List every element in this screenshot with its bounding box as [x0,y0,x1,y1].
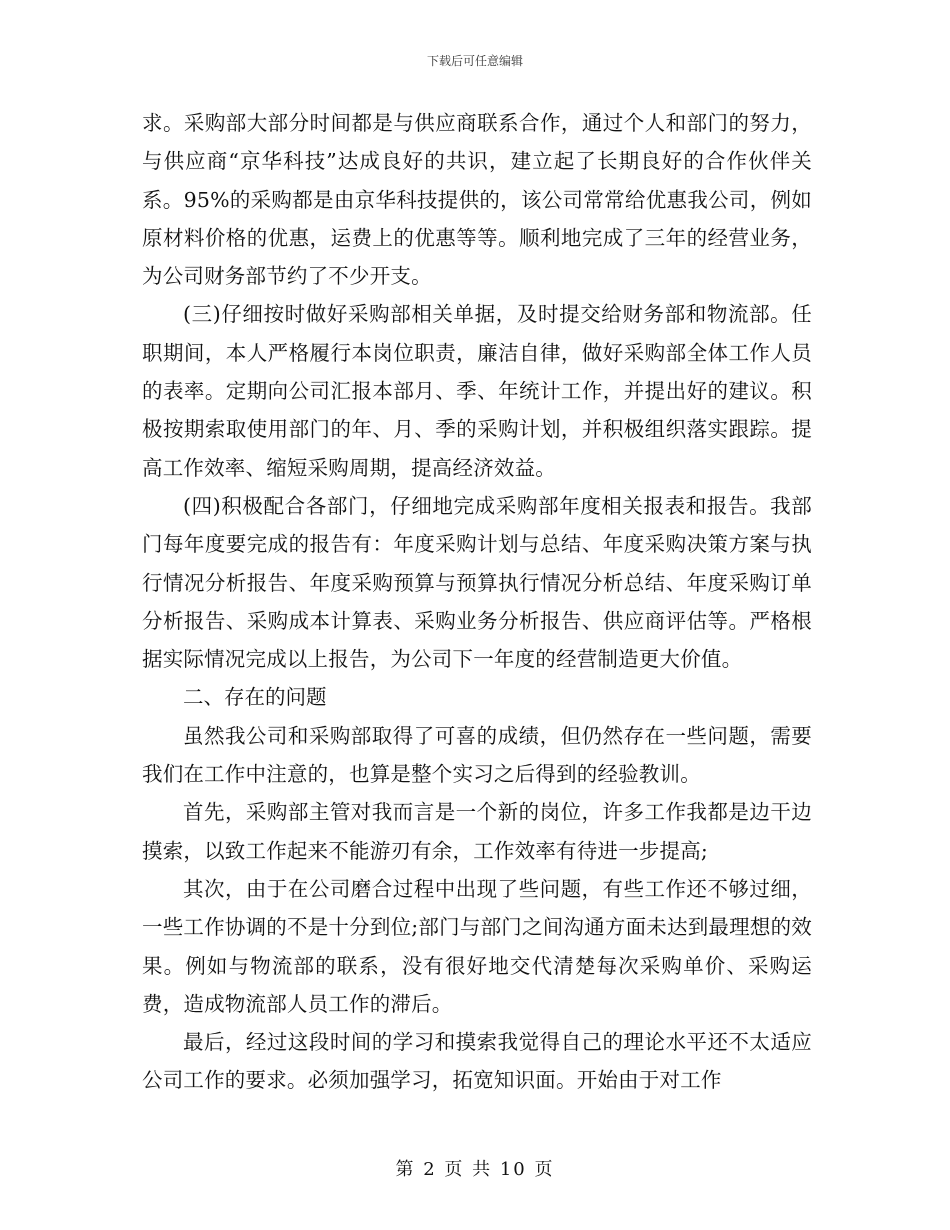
paragraph-last: 最后，经过这段时间的学习和摸索我觉得自己的理论水平还不太适应公司工作的要求。必须加强学习，拓宽知识面。开始由于对工作 [142,1030,812,1093]
page-header: 下载后可任意编辑 [426,54,523,68]
document-body [142,104,812,1100]
section-heading-problems: 二、存在的问题 [183,685,327,710]
page-number-footer: 第 2 页 共 10 页 [395,1159,555,1180]
paragraph-first: 首先，采购部主管对我而言是一个新的岗位，许多工作我都是边干边摸索，以致工作起来不能游刃有余，工作效率有待进一步提高; [142,800,812,863]
paragraph-section-3: (三)仔细按时做好采购部相关单据，及时提交给财务部和物流部。任职期间，本人严格履行本岗位职责，廉洁自律，做好采购部全体工作人员的表率。定期向公司汇报本部月、季、年统计工作，并提出好的建议。积极按期索取使用部门的年、月、季的采购计划，并积极组织落实跟踪。提高工作效率、缩短采购周期，提高经济效益。 [142,302,812,480]
paragraph-second: 其次，由于在公司磨合过程中出现了些问题，有些工作还不够过细，一些工作协调的不是十分到位;部门与部门之间沟通方面未达到最理想的效果。例如与物流部的联系，没有很好地交代清楚每次采购单价、采购运费，造成物流部人员工作的滞后。 [142,876,812,1016]
paragraph-continuation: 求。采购部大部分时间都是与供应商联系合作，通过个人和部门的努力，与供应商“京华科技”达成良好的共识，建立起了长期良好的合作伙伴关系。95%的采购都是由京华科技提供的，该公司常常给优惠我公司，例如原材料价格的优惠，运费上的优惠等等。顺利地完成了三年的经营业务，为公司财务部节约了不少开支。 [142,111,812,289]
paragraph-problems-intro: 虽然我公司和采购部取得了可喜的成绩，但仍然存在一些问题，需要我们在工作中注意的，也算是整个实习之后得到的经验教训。 [142,723,812,787]
paragraph-section-4: (四)积极配合各部门，仔细地完成采购部年度相关报表和报告。我部门每年度要完成的报告有：年度采购计划与总结、年度采购决策方案与执行情况分析报告、年度采购预算与预算执行情况分析总结、年度采购订单分析报告、采购成本计算表、采购业务分析报告、供应商评估等。严格根据实际情况完成以上报告，为公司下一年度的经营制造更大价值。 [142,493,812,672]
